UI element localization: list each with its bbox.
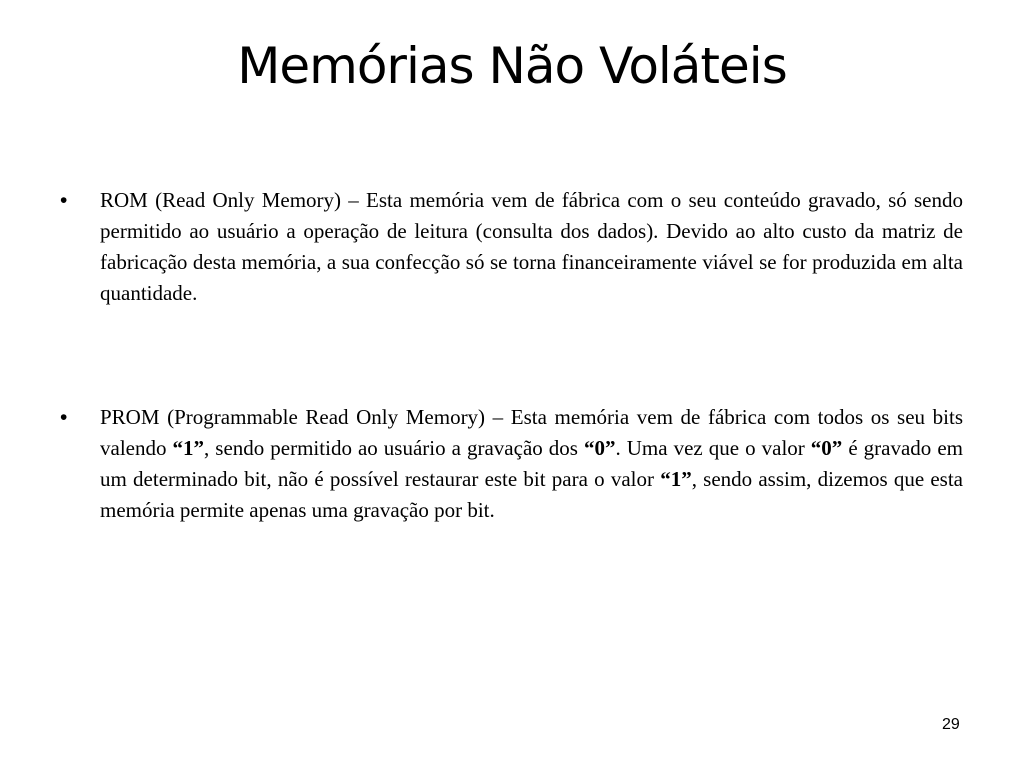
bullet-list (60, 185, 963, 526)
bullet-text-rom (100, 188, 963, 305)
bold-value: “0” (810, 436, 843, 460)
bold-value: “1” (172, 436, 204, 460)
bold-value: “0” (583, 436, 616, 460)
text-segment: , sendo permitido ao usuário a gravação dos (204, 436, 584, 460)
page-number: 29 (942, 716, 960, 733)
bullet-item-prom (60, 402, 963, 526)
text-segment: ROM (Read Only Memory) – Esta memória vem de fábrica com o seu conteúdo gravado, só sendo permitido ao usuário a operação de leitura (consulta dos dados). Devido ao alto custo da matriz de fabricação desta memória, a sua confecção só se torna financeiramente viável se for produzida em alta quantidade. (100, 188, 963, 305)
text-segment: , sendo assim, dizemos que esta memória permite apenas uma gravação por bit. (100, 467, 963, 522)
bullet-item-rom (60, 185, 963, 309)
text-segment: PROM (Programmable Read Only Memory) – Esta memória vem de fábrica com todos os seu bits valendo (100, 405, 963, 460)
text-segment: é gravado em um determinado bit, não é possível restaurar este bit para o valor (100, 436, 963, 491)
slide-title: Memórias Não Voláteis (237, 37, 787, 95)
bullet-marker: • (60, 189, 68, 212)
bold-value: “1” (660, 467, 692, 491)
bullet-marker: • (60, 406, 68, 429)
bullet-text-prom (100, 405, 963, 522)
text-segment: . Uma vez que o valor (615, 436, 811, 460)
